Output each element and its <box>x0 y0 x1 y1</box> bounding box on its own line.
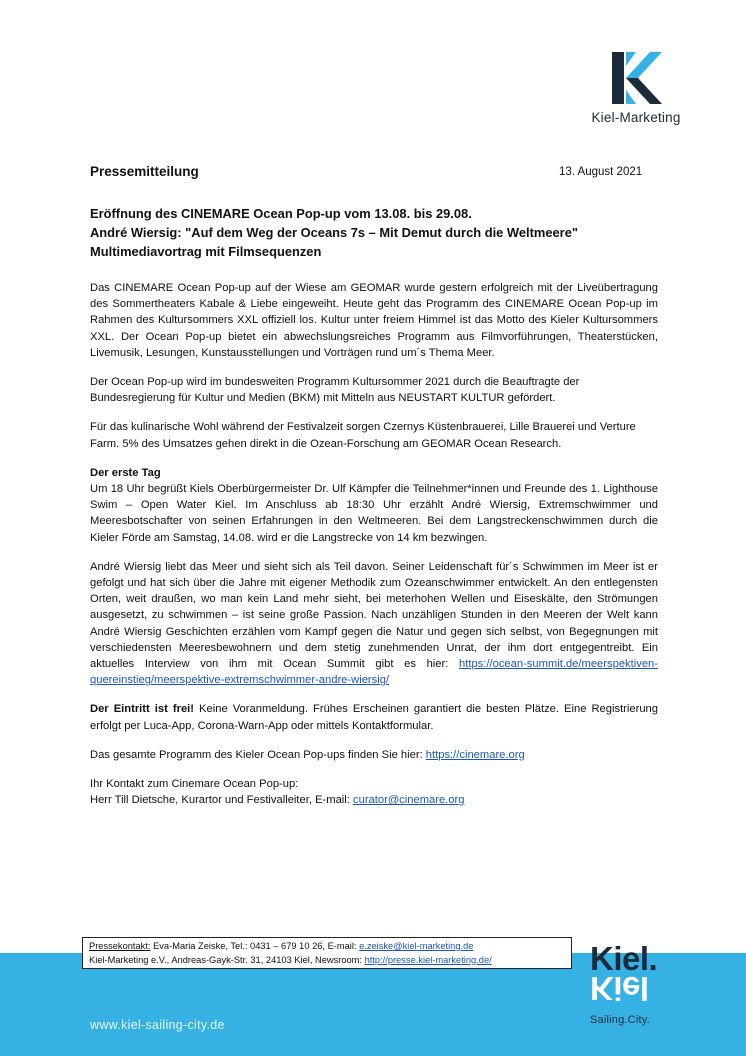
paragraph-first-day <box>90 465 658 546</box>
paragraph-wiersig <box>90 559 658 689</box>
interview-link[interactable]: https://ocean-summit.de/meerspektiven-quereinstieg/meerspektive-extremschwimmer-andre-wiersig/ <box>90 658 658 687</box>
paragraph-intro: Das CINEMARE Ocean Pop-up auf der Wiese am GEOMAR wurde gestern erfolgreich mit der Liveübertragung des Sommertheaters Kabale & Liebe eingeweiht. Heute geht das Programm des CINEMARE Ocean Pop-up im Rahmen des Kultursommers XXL offiziell los. Kultur unter freiem Himmel ist das Motto des Kieler Kultursommers XXL. Der Ocean Pop-up bietet ein abwechslungsreiches Programm aus Filmvorführungen, Theaterstücken, Livemusik, Lesungen, Kunstausstellungen und Vorträgen rund um´s Thema Meer. <box>90 282 658 359</box>
kiel-wordmark-reflection: Kiel <box>590 970 649 1007</box>
kiel-sailing-city-logo <box>590 940 682 1026</box>
program-text: Das gesamte Programm des Kieler Ocean Pop-ups finden Sie hier: <box>90 748 426 761</box>
wiersig-text: André Wiersig liebt das Meer und sieht sich als Teil davon. Seiner Leidenschaft für´s Schwimmen im Meer ist er gefolgt und hat sich über die Jahre mit eigener Methodik zum Ozeanschwimmer entwickelt. An den entlegensten Orten, weit draußen, wo man kein Land mehr sieht, bei meterhohen Wellen und Eiseskälte, den Strömungen ausgesetzt, zu schwimmen – ist seine große Passion. Nach unzähligen Stunden in den Meeren der Welt kann André Wiersig Geschichten erzählen vom Kampf gegen die Natur und gegen sich selbst, von Begegnungen mit verschiedensten Meeresbewohnern und dem stetig zunehmenden Unrat, der ihm dort entgegentreibt. Ein aktuelles Interview von ihm mit Ocean Summit gibt es hier: <box>90 560 658 671</box>
kiel-wordmark: Kiel. <box>590 940 658 977</box>
admission-free-label: Der Eintritt ist frei! <box>90 703 195 716</box>
first-day-text: Um 18 Uhr begrüßt Kiels Oberbürgermeister Dr. Ulf Kämpfer die Teilnehmer*innen und Freunde des 1. Lighthouse Swim – Open Water Kiel. Im Anschluss ab 18:30 Uhr erzählt André Wiersig, Extremschwimmer und Meeresbotschafter von seinen Erfahrungen in den Weltmeeren. Bei dem Langstreckenschwimmen durch die Kieler Förde am Samstag, 14.08. wird er die Langstrecke von 14 km bezwingen. <box>90 483 658 544</box>
subheading-first-day: Der erste Tag <box>90 466 161 479</box>
footer-website: www.kiel-sailing-city.de <box>90 1018 225 1032</box>
headline-line-2: André Wiersig: "Auf dem Weg der Oceans 7s – Mit Demut durch die Weltmeere" <box>90 225 578 240</box>
paragraph-catering: Für das kulinarische Wohl während der Festivalzeit sorgen Czernys Küstenbrauerei, Lille Brauerei und Verture Farm. 5% des Umsatzes gehen direkt in die Ozean-Forschung am GEOMAR Ocean Research. <box>90 421 636 450</box>
headline-line-3: Multimediavortrag mit Filmsequenzen <box>90 244 322 259</box>
press-release-body <box>90 280 658 821</box>
headline <box>90 204 660 261</box>
admission-text: Keine Voranmeldung. Frühes Erscheinen garantiert die besten Plätze. Eine Registrierung erfolgt per Luca-App, Corona-Warn-App oder mittels Kontaktformular. <box>90 703 658 732</box>
release-date: 13. August 2021 <box>559 166 643 178</box>
curator-email-link[interactable]: curator@cinemare.org <box>353 794 465 807</box>
paragraph-admission <box>90 701 658 733</box>
document-type-heading: Pressemitteilung <box>90 164 199 179</box>
kiel-marketing-k-icon <box>606 48 666 108</box>
newsroom-link[interactable]: http://presse.kiel-marketing.de/ <box>364 954 492 965</box>
paragraph-program <box>90 747 658 763</box>
press-contact-person: Eva-Maria Zeiske, Tel.: 0431 – 679 10 26, E-mail: <box>150 941 360 951</box>
brand-name: Kiel-Marketing <box>591 110 681 125</box>
press-contact-line-1 <box>89 940 565 954</box>
press-contact-address: Kiel-Marketing e.V., Andreas-Gayk-Str. 31, 24103 Kiel, Newsroom: <box>89 954 365 965</box>
contact-person: Herr Till Dietsche, Kurartor und Festivalleiter, E-mail: <box>90 794 353 807</box>
contact-intro: Ihr Kontakt zum Cinemare Ocean Pop-up: <box>90 778 299 791</box>
kiel-marketing-logo <box>591 48 681 125</box>
press-email-link[interactable]: e.zeiske@kiel-marketing.de <box>359 941 474 951</box>
paragraph-contact <box>90 776 658 808</box>
sailing-city-tagline: Sailing.City. <box>590 1014 650 1026</box>
press-contact-label: Pressekontakt: <box>89 941 151 951</box>
press-contact-line-2 <box>89 954 565 968</box>
paragraph-funding: Der Ocean Pop-up wird im bundesweiten Programm Kultursommer 2021 durch die Beauftragte der Bundesregierung für Kultur und Medien (BKM) mit Mitteln aus NEUSTART KULTUR gefördert. <box>90 376 580 405</box>
press-contact-box <box>82 937 572 969</box>
headline-line-1: Eröffnung des CINEMARE Ocean Pop-up vom 13.08. bis 29.08. <box>90 206 472 221</box>
cinemare-link[interactable]: https://cinemare.org <box>425 748 525 761</box>
